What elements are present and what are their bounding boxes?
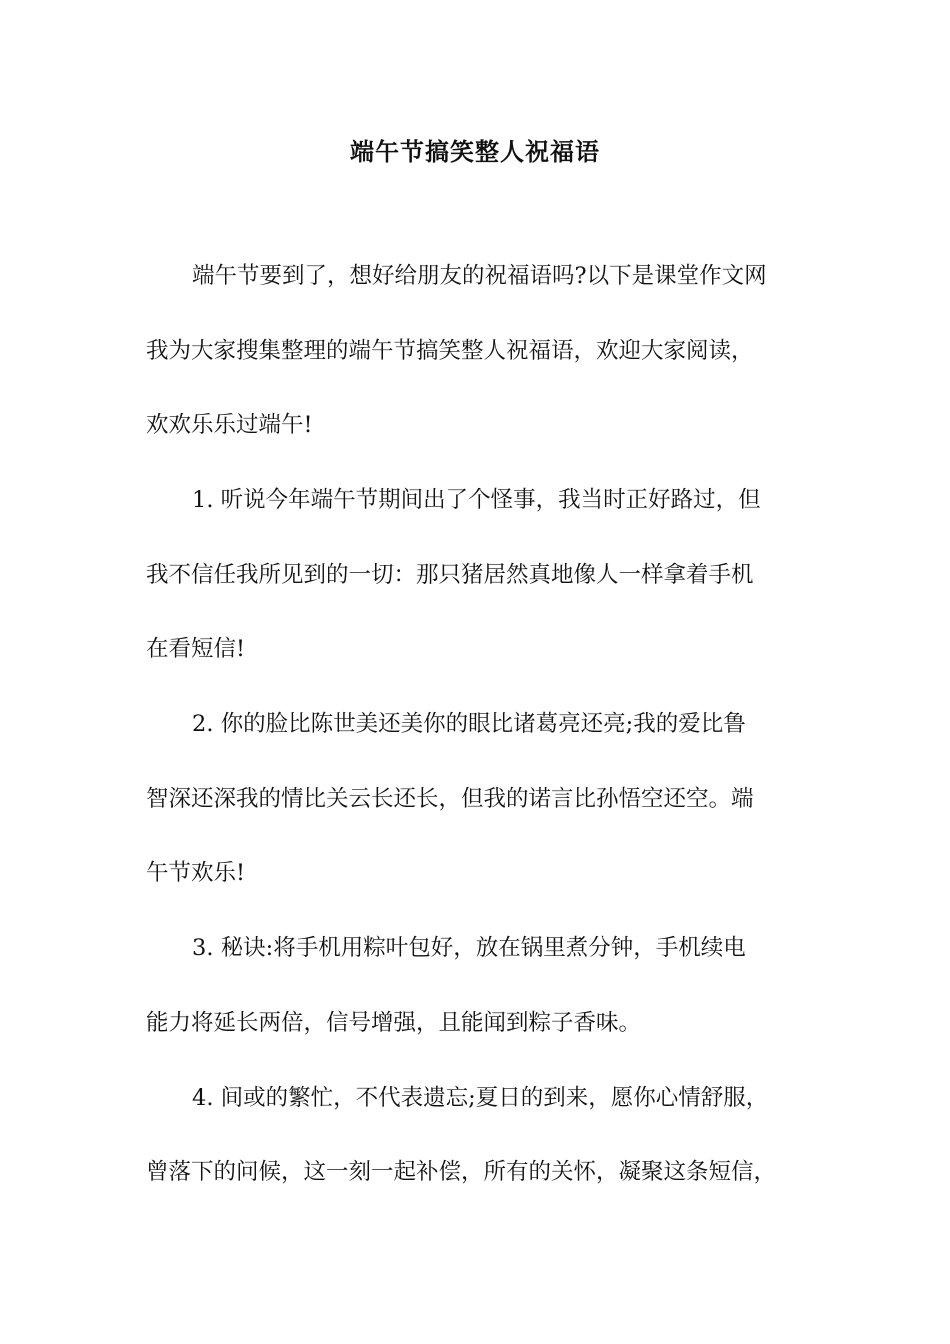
paragraph-line: 能力将延长两倍，信号增强，且能闻到粽子香味。 [146, 1010, 642, 1036]
paragraph-line: 4. 间或的繁忙，不代表遗忘;夏日的到来，愿你心情舒服， [192, 1085, 769, 1111]
paragraph-line: 欢欢乐乐过端午! [146, 412, 313, 438]
paragraph-line: 2. 你的脸比陈世美还美你的眼比诸葛亮还亮;我的爱比鲁 [192, 711, 746, 737]
paragraph-line: 智深还深我的情比关云长还长，但我的诺言比孙悟空还空。端 [146, 786, 754, 812]
paragraph-line: 我为大家搜集整理的端午节搞笑整人祝福语，欢迎大家阅读， [146, 338, 754, 364]
paragraph-line: 端午节要到了，想好给朋友的祝福语吗?以下是课堂作文网 [192, 263, 767, 289]
paragraph-line: 1. 听说今年端午节期间出了个怪事，我当时正好路过，但 [192, 487, 761, 513]
paragraph-line: 我不信任我所见到的一切：那只猪居然真地像人一样拿着手机 [146, 562, 754, 588]
paragraph-line: 午节欢乐! [146, 860, 246, 886]
paragraph-line: 3. 秘诀:将手机用粽叶包好，放在锅里煮分钟，手机续电 [192, 935, 746, 961]
paragraph-line: 曾落下的问候，这一刻一起补偿，所有的关怀，凝聚这条短信， [146, 1159, 777, 1185]
paragraph-line: 在看短信! [146, 636, 246, 662]
document-title: 端午节搞笑整人祝福语 [350, 137, 600, 166]
